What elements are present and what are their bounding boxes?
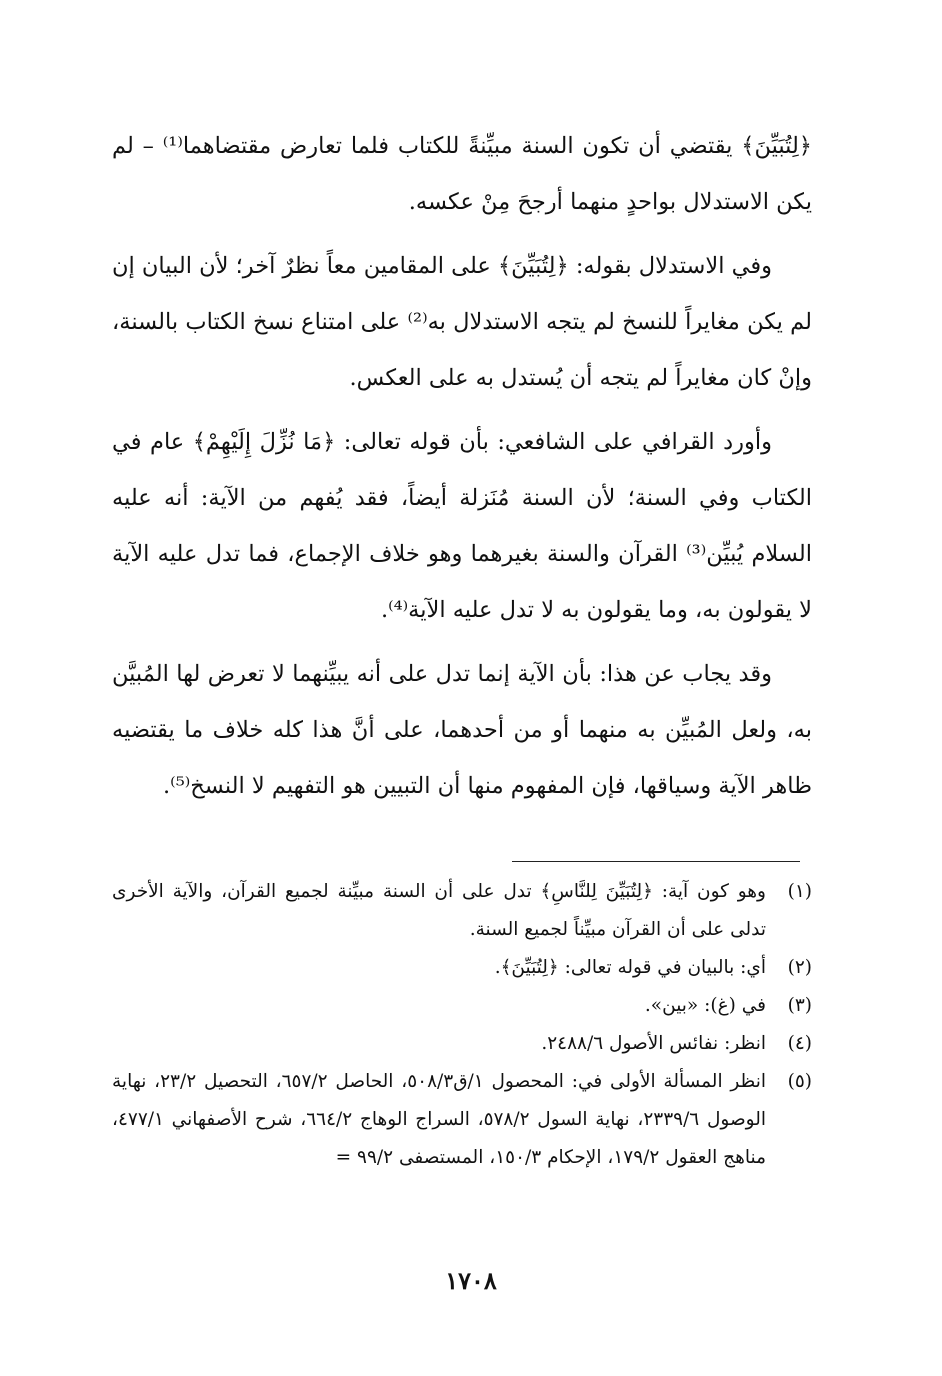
- footnote-number: (١): [787, 881, 812, 902]
- paragraph-1: ﴿لِتُبَيِّنَ﴾ يقتضي أن تكون السنة مبيِّنةً للكتاب فلما تعارض مقتضاهما⁽¹⁾ – لم يكن الاستدلال بواحدٍ منهما أرجحَ مِنْ عكسه.: [112, 133, 812, 215]
- footnote-number: (٤): [787, 1033, 812, 1054]
- footnote-number: (٥): [787, 1071, 812, 1092]
- footnote-text: انظر: نفائس الأصول ٢٤٨٨/٦.: [541, 1033, 766, 1054]
- paragraph-2: وفي الاستدلال بقوله: ﴿لِتُبَيِّنَ﴾ على المقامين معاً نظرٌ آخر؛ لأن البيان إن لم يكن مغايراً للنسخ لم يتجه الاستدلال به⁽²⁾ على امتناع نسخ الكتاب بالسنة، وإنْ كان مغايراً لم يتجه أن يُستدل به على العكس.: [111, 253, 812, 391]
- page-number: ١٧٠٨: [445, 1266, 497, 1295]
- footnote-text: انظر المسألة الأولى في: المحصول ١/ق٥٠٨/٣، الحاصل ٦٥٧/٢، التحصيل ٢٣/٢، نهاية الوصول ٢٣٣٩/٦، نهاية السول ٥٧٨/٢، السراج الوهاج ٦٦٤/٢، شرح الأصفهاني ٤٧٧/١، مناهج العقول ١٧٩/٢، الإحكام ١٥٠/٣، المستصفى ٩٩/٢ =: [112, 1071, 767, 1168]
- footnote-number: (٣): [787, 995, 812, 1016]
- footnote-text: وهو كون آية: ﴿لِتُبَيِّنَ لِلنَّاسِ﴾ تدل على أن السنة مبيِّنة لجميع القرآن، والآية الأخرى تدلى على أن القرآن مبيِّناً لجميع السنة.: [112, 881, 766, 940]
- footnote-text: في (غ): «بين».: [644, 995, 766, 1016]
- paragraph-3: وأورد القرافي على الشافعي: بأن قوله تعالى: ﴿مَا نُزِّلَ إِلَيْهِمْ﴾ عام في الكتاب وفي السنة؛ لأن السنة مُنَزلة أيضاً، فقد يُفهم من الآية: أنه عليه السلام يُبيِّن⁽³⁾ القرآن والسنة بغيرهما وهو خلاف الإجماع، فما تدل عليه الآية لا يقولون به، وما يقولون به لا تدل عليه الآية⁽⁴⁾.: [112, 429, 812, 623]
- footnote-5: [112, 1063, 812, 1177]
- paragraph-4: وقد يجاب عن هذا: بأن الآية إنما تدل على أنه يبيِّنهما لا تعرض لها المُبيَّن به، ولعل المُبيِّن به منهما أو من أحدهما، على أنَّ هذا كله خلاف ما يقتضيه ظاهر الآية وسياقها، فإن المفهوم منها أن التبيين هو التفهيم لا النسخ⁽⁵⁾.: [112, 661, 812, 799]
- footnote-text: أي: بالبيان في قوله تعالى: ﴿لِتُبَيِّنَ﴾.: [494, 957, 766, 978]
- footnote-1: [112, 873, 812, 949]
- footnote-number: (٢): [787, 957, 812, 978]
- footnotes: [112, 873, 812, 1177]
- footnote-2: [112, 949, 812, 987]
- footnote-divider: [512, 861, 800, 862]
- footnote-4: [112, 1025, 812, 1063]
- main-text: [112, 118, 812, 814]
- footnote-3: [112, 987, 812, 1025]
